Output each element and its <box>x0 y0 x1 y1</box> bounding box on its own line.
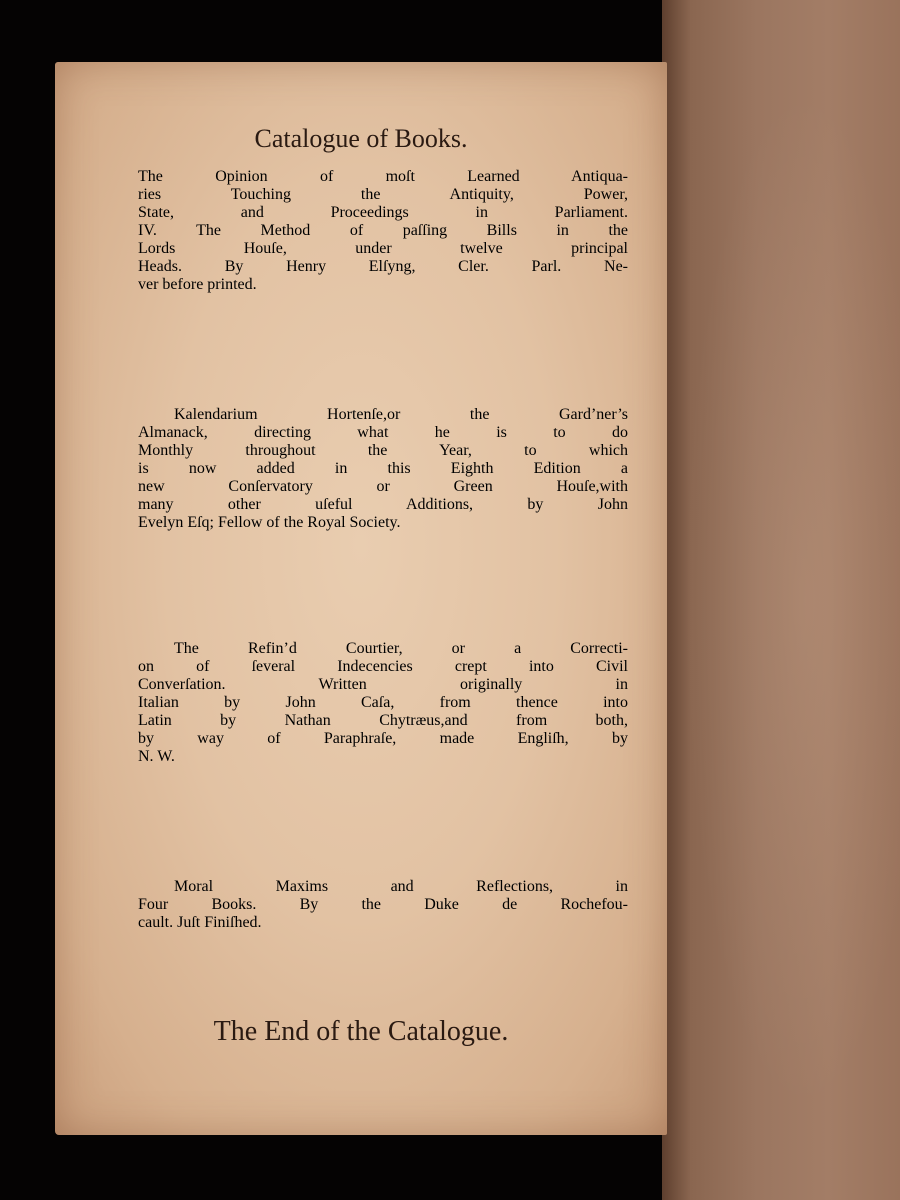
facing-page <box>662 0 900 1200</box>
entry-line: The Opinion of moſt Learned Antiqua- <box>138 168 628 185</box>
entry-line: ries Touching the Antiquity, Power, <box>138 186 628 203</box>
entry-line: is now added in this Eighth Edition a <box>138 460 628 477</box>
entry-line: Almanack, directing what he is to do <box>138 424 628 441</box>
entry-line: Lords Houſe, under twelve principal <box>138 240 628 257</box>
end-of-catalogue: The End of the Catalogue. <box>213 1016 509 1047</box>
entry-line: Monthly throughout the Year, to which <box>138 442 628 459</box>
catalogue-entry-maxims <box>138 878 628 932</box>
entry-line: cault. Juſt Finiſhed. <box>138 914 262 931</box>
catalogue-entry-courtier <box>138 640 628 766</box>
entry-line: State, and Proceedings in Parliament. <box>138 204 628 221</box>
entry-line: Converſation. Written originally in <box>138 676 628 693</box>
entry-line: by way of Paraphraſe, made Engliſh, by <box>138 730 628 747</box>
entry-line: Latin by Nathan Chytræus,and from both, <box>138 712 628 729</box>
entry-line: new Conſervatory or Green Houſe,with <box>138 478 628 495</box>
running-head: Catalogue of Books. <box>254 124 468 153</box>
entry-line: IV. The Method of paſſing Bills in the <box>138 222 628 239</box>
entry-line: many other uſeful Additions, by John <box>138 496 628 513</box>
entry-line: N. W. <box>138 748 175 765</box>
entry-line: Kalendarium Hortenſe,or the Gard’ner’s <box>174 406 628 423</box>
entry-line: The Refin’d Courtier, or a Correcti- <box>174 640 628 657</box>
entry-line: Moral Maxims and Reflections, in <box>174 878 628 895</box>
entry-line: Italian by John Caſa, from thence into <box>138 694 628 711</box>
entry-line: Heads. By Henry Elſyng, Cler. Parl. Ne- <box>138 258 628 275</box>
catalogue-entry-kalendarium <box>138 406 628 532</box>
entry-line: ver before printed. <box>138 276 257 293</box>
entry-line: Four Books. By the Duke de Rochefou- <box>138 896 628 913</box>
entry-line: Evelyn Eſq; Fellow of the Royal Society. <box>138 514 401 531</box>
entry-line: on of ſeveral Indecencies crept into Civil <box>138 658 628 675</box>
catalogue-entry-parliament <box>138 168 628 294</box>
